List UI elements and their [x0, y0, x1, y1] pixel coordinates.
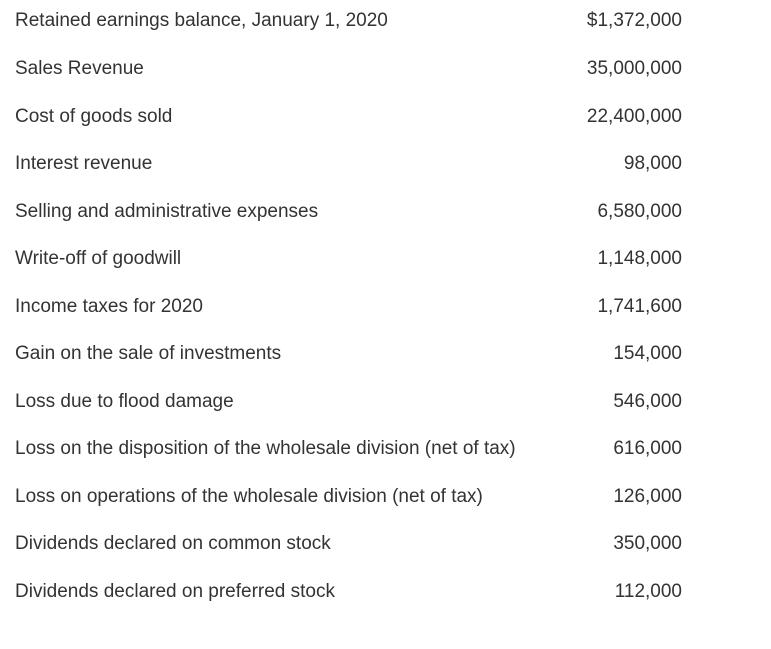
- row-label: Selling and administrative expenses: [15, 201, 319, 222]
- row-value: 1,148,000: [597, 248, 682, 269]
- row-label: Retained earnings balance, January 1, 2020: [15, 10, 388, 31]
- row-value: $1,372,000: [586, 10, 682, 31]
- table-row: [0, 188, 771, 236]
- row-label: Write-off of goodwill: [15, 248, 182, 269]
- table-row: [0, 425, 771, 473]
- table-row: [0, 0, 771, 45]
- table-row: [0, 330, 771, 378]
- row-label: Cost of goods sold: [15, 106, 173, 127]
- table-row: [0, 235, 771, 283]
- row-value: 126,000: [613, 486, 682, 507]
- row-value: 154,000: [613, 343, 682, 364]
- row-value: 22,400,000: [586, 106, 682, 127]
- row-label: Income taxes for 2020: [15, 296, 203, 317]
- table-row: [0, 568, 771, 616]
- row-value: 350,000: [613, 533, 682, 554]
- row-label: Gain on the sale of investments: [15, 343, 282, 364]
- row-value: 616,000: [613, 438, 682, 459]
- row-label: Loss on operations of the wholesale division (net of tax): [15, 486, 483, 507]
- row-label: Loss on the disposition of the wholesale division (net of tax): [15, 438, 516, 459]
- row-value: 1,741,600: [597, 296, 682, 317]
- row-label: Interest revenue: [15, 153, 153, 174]
- table-row: [0, 520, 771, 568]
- table-row: [0, 378, 771, 426]
- row-value: 546,000: [613, 391, 682, 412]
- row-label: Dividends declared on preferred stock: [15, 581, 336, 602]
- table-row: [0, 473, 771, 521]
- row-label: Loss due to flood damage: [15, 391, 234, 412]
- row-value: 112,000: [614, 581, 682, 602]
- row-value: 6,580,000: [597, 201, 682, 222]
- row-value: 98,000: [623, 153, 682, 174]
- row-value: 35,000,000: [586, 58, 682, 79]
- table-row: [0, 93, 771, 141]
- table-row: [0, 45, 771, 93]
- table-row: [0, 140, 771, 188]
- row-label: Sales Revenue: [15, 58, 144, 79]
- table-row: [0, 283, 771, 331]
- row-label: Dividends declared on common stock: [15, 533, 331, 554]
